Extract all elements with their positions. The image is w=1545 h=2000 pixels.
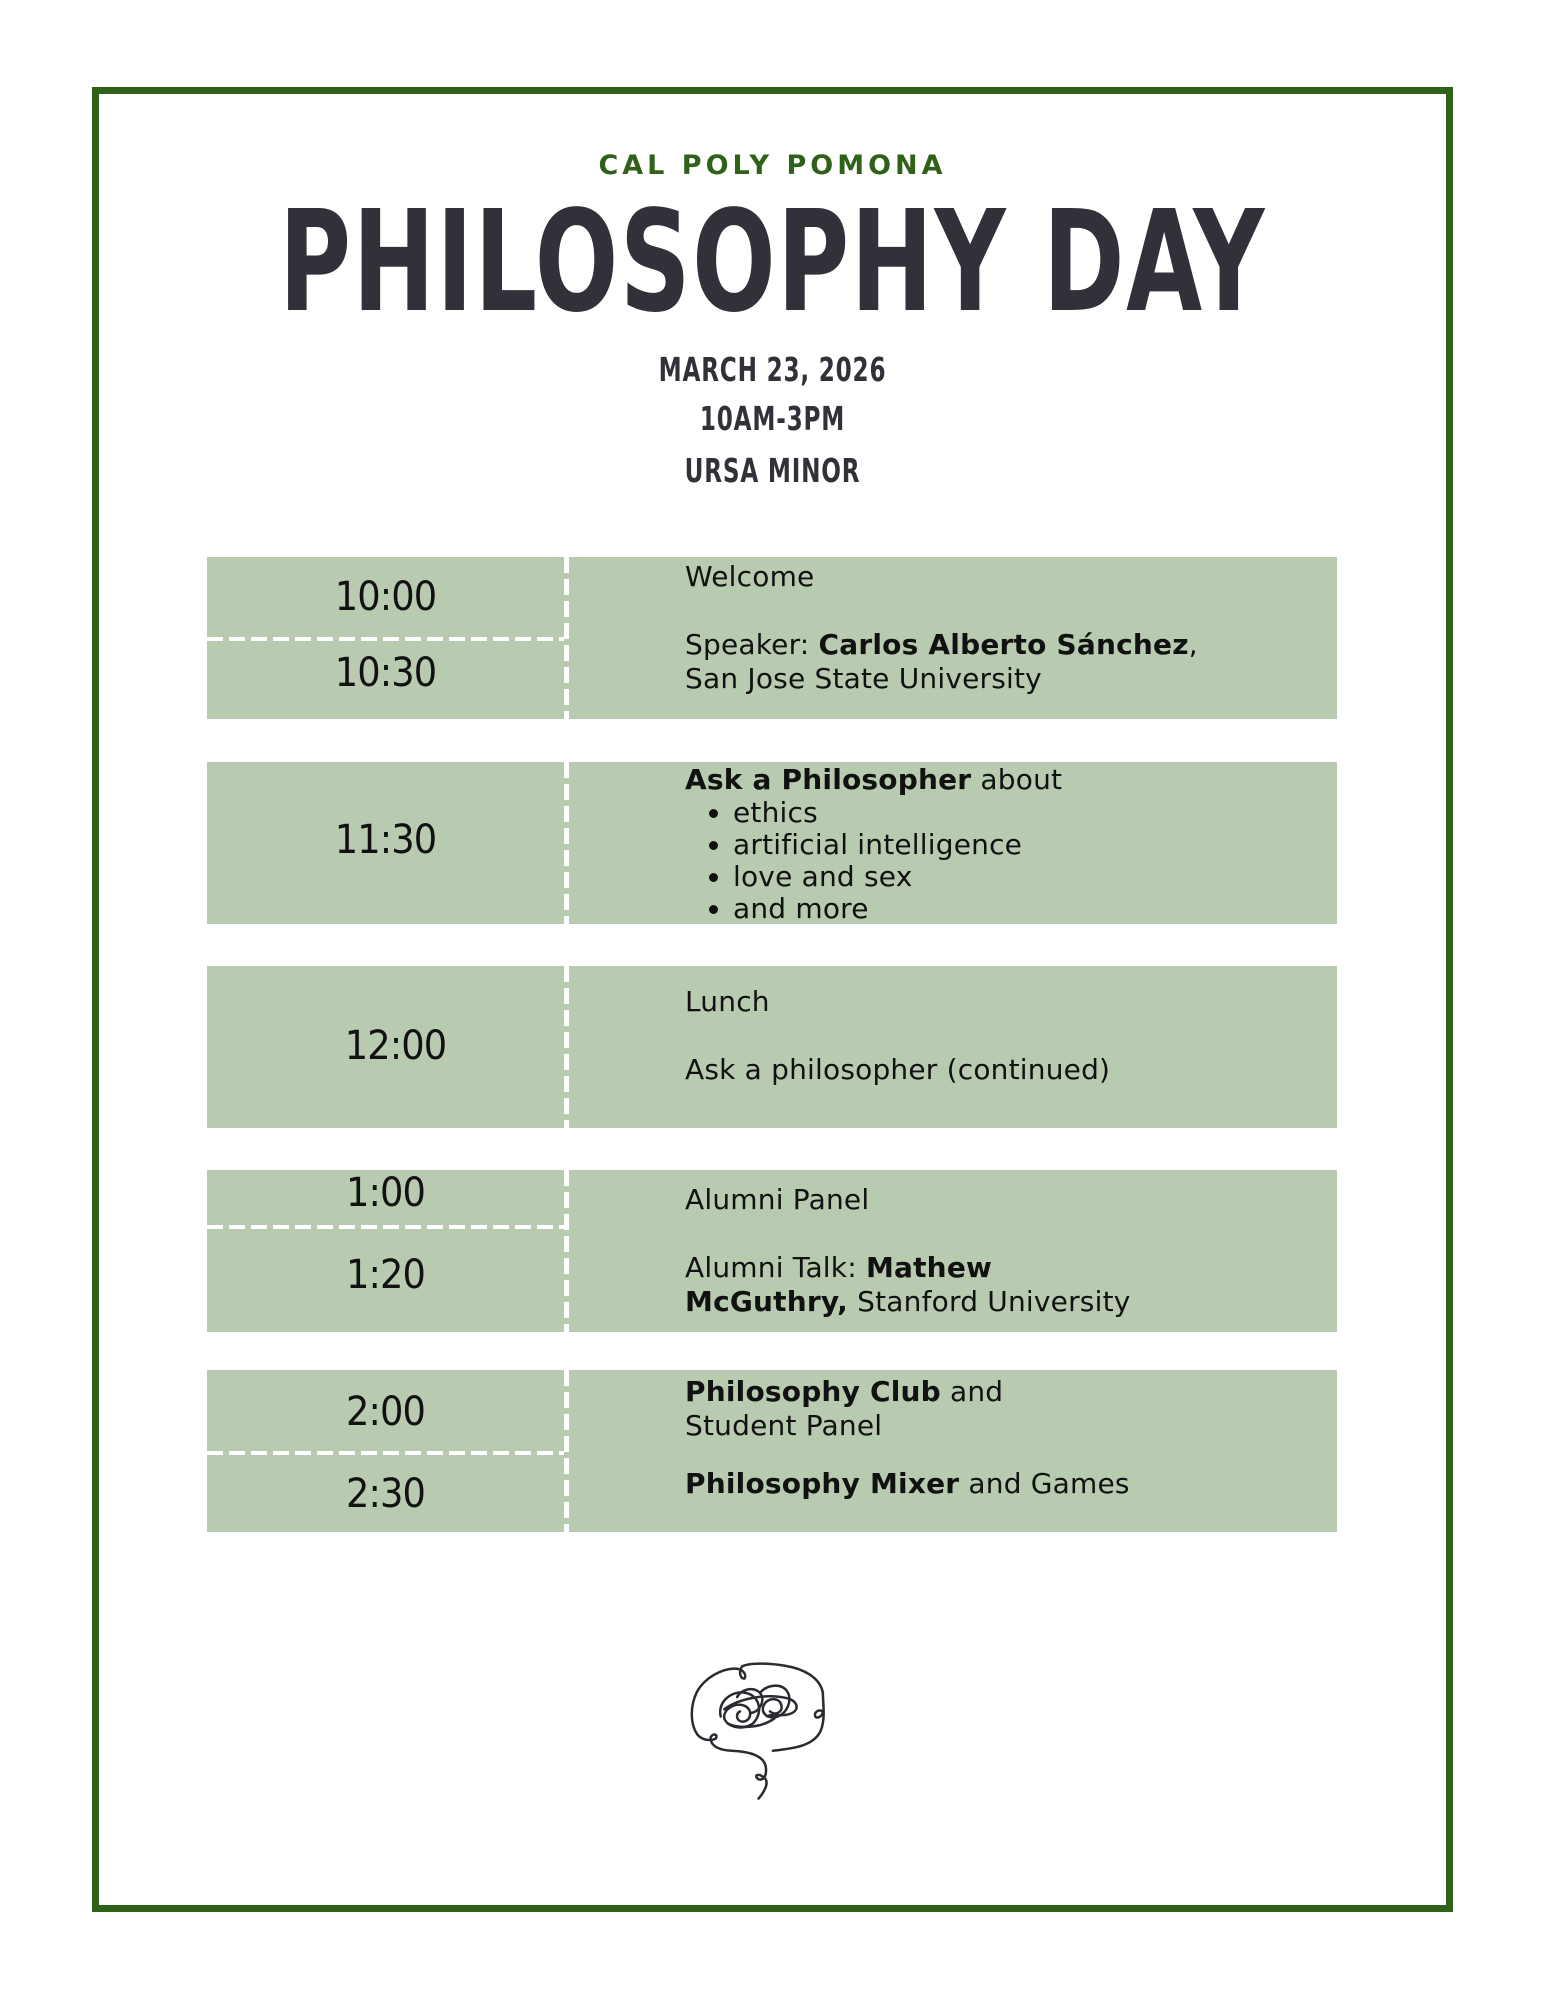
- time-slot: 10:00: [334, 574, 437, 620]
- time-slot: 1:00: [346, 1170, 425, 1216]
- column-divider: [564, 966, 569, 1128]
- speaker-label: Speaker:: [685, 628, 819, 661]
- event-title-suffix: about: [971, 763, 1063, 796]
- page-title: PHILOSOPHY DAY: [279, 181, 1266, 344]
- event-title-bold: Philosophy Club: [685, 1375, 941, 1408]
- schedule-description: [685, 985, 1305, 1087]
- student-panel-line: Student Panel: [685, 1409, 883, 1442]
- event-time-range: 10AM-3PM: [699, 399, 846, 438]
- event-title: [685, 763, 1305, 797]
- schedule-block-lunch: [207, 966, 1337, 1128]
- topic-item: • love and sex: [733, 861, 1305, 893]
- mixer-line: [685, 1467, 1305, 1501]
- time-slot: 11:30: [334, 817, 437, 863]
- speaker-name: Carlos Alberto Sánchez: [818, 628, 1189, 661]
- alumni-talk-label: Alumni Talk:: [685, 1251, 866, 1284]
- time-slot: 2:30: [346, 1471, 425, 1517]
- schedule-description: [685, 1183, 1305, 1319]
- column-divider: [564, 1170, 569, 1332]
- time-slot: 12:00: [344, 1023, 447, 1069]
- time-divider: [207, 1225, 564, 1229]
- topic-item: • and more: [733, 893, 1305, 925]
- speaker-line: [685, 628, 1305, 662]
- schedule-description: [685, 560, 1305, 696]
- topic-item: • artificial intelligence: [733, 829, 1305, 861]
- event-date: MARCH 23, 2026: [658, 350, 887, 389]
- event-title: Welcome: [685, 560, 815, 593]
- topic-item: • ethics: [733, 797, 1305, 829]
- column-divider: [564, 762, 569, 924]
- speaker-last-name: McGuthry,: [685, 1285, 849, 1318]
- event-subtitle: Ask a philosopher (continued): [685, 1053, 1111, 1086]
- schedule-block-welcome: [207, 557, 1337, 719]
- time-slot: 10:30: [334, 650, 437, 696]
- event-location: URSA MINOR: [684, 451, 861, 490]
- speaker-affiliation: San Jose State University: [685, 662, 1042, 695]
- column-divider: [564, 557, 569, 719]
- speaker-first-name: Mathew: [865, 1251, 993, 1284]
- event-title-suffix: and Games: [959, 1467, 1130, 1500]
- time-divider: [207, 1451, 564, 1455]
- time-slot: 1:20: [346, 1252, 425, 1298]
- schedule-block-ask-a-philosopher: [207, 762, 1337, 924]
- topic-list: [685, 797, 1305, 925]
- time-slot: 2:00: [346, 1389, 425, 1435]
- schedule-description: [685, 763, 1305, 925]
- speaker-affiliation: Stanford University: [848, 1285, 1131, 1318]
- column-divider: [564, 1370, 569, 1532]
- event-title: Lunch: [685, 985, 770, 1018]
- alumni-talk-line: [685, 1251, 1305, 1285]
- schedule-block-club-mixer: [207, 1370, 1337, 1532]
- punctuation: ,: [1188, 628, 1198, 661]
- organization-name: CAL POLY POMONA: [598, 150, 947, 181]
- alumni-affiliation-line: [685, 1285, 1305, 1319]
- time-divider: [207, 637, 564, 641]
- event-title-suffix: and: [940, 1375, 1004, 1408]
- event-title-bold: Ask a Philosopher: [685, 763, 972, 796]
- club-line: [685, 1375, 1305, 1409]
- event-title: Alumni Panel: [685, 1183, 870, 1216]
- event-title-bold: Philosophy Mixer: [685, 1467, 960, 1500]
- schedule-block-alumni: [207, 1170, 1337, 1332]
- schedule-description: [685, 1375, 1305, 1501]
- brain-doodle-icon: [660, 1620, 860, 1820]
